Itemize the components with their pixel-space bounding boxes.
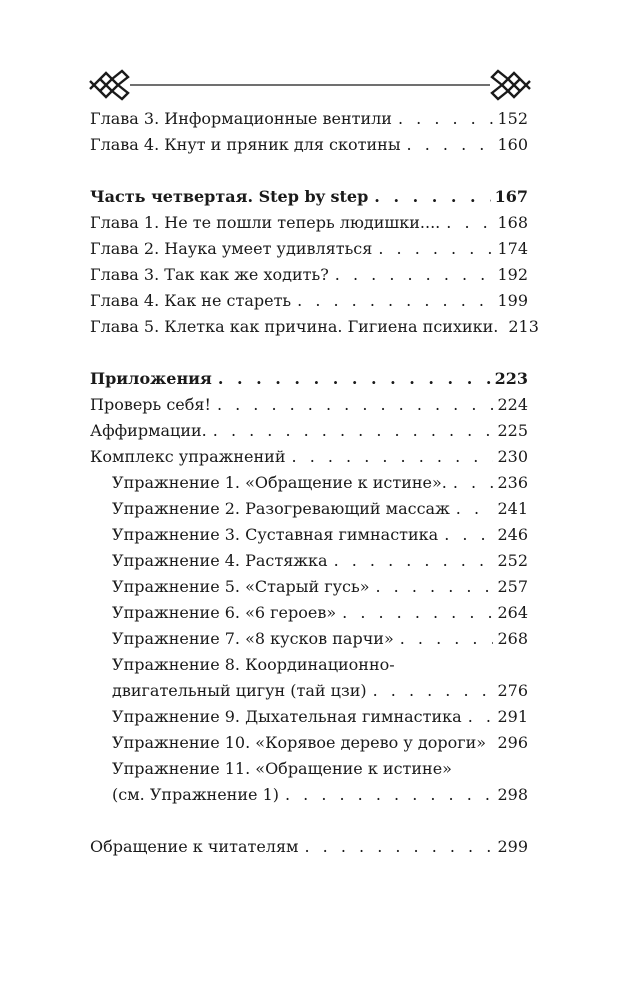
exercise-entry: [90, 574, 528, 600]
part-heading: [90, 184, 528, 210]
toc-entry: [90, 418, 528, 444]
entry-page: 223: [494, 369, 528, 388]
entry-page: 225: [497, 421, 528, 440]
entry-title: (см. Упражнение 1): [112, 785, 279, 804]
dot-leader: [373, 678, 494, 704]
entry-page: 276: [497, 681, 528, 700]
toc-entry: [90, 236, 528, 262]
entry-page: 298: [497, 785, 528, 804]
entry-page: 241: [497, 499, 528, 518]
dot-leader: [374, 184, 490, 210]
table-of-contents: [90, 106, 539, 860]
toc-entry: [90, 262, 528, 288]
entry-title: Приложения: [90, 369, 212, 388]
entry-page: 299: [497, 837, 528, 856]
entry-page: 168: [497, 213, 528, 232]
toc-entry: [90, 834, 528, 860]
toc-entry: [90, 314, 539, 340]
dot-leader: [217, 392, 494, 418]
entry-page: 174: [497, 239, 528, 258]
entry-title: Упражнение 7. «8 кусков парчи»: [112, 629, 394, 648]
entry-title: двигательный цигун (тай цзи): [112, 681, 367, 700]
entry-page: 291: [497, 707, 528, 726]
dot-leader: [285, 782, 493, 808]
dot-leader: [446, 210, 493, 236]
dot-leader: [305, 834, 494, 860]
exercise-entry: [90, 730, 528, 756]
entry-title: Глава 5. Клетка как причина. Гигиена психики.: [90, 317, 499, 336]
toc-entry: [90, 444, 528, 470]
entry-page: 252: [497, 551, 528, 570]
endless-knot-icon: [492, 71, 530, 99]
entry-title: Упражнение 2. Разогревающий массаж: [112, 499, 450, 518]
entry-title: Обращение к читателям: [90, 837, 299, 856]
toc-entry: [90, 132, 528, 158]
dot-leader: [335, 262, 494, 288]
entry-title: Упражнение 5. «Старый гусь»: [112, 577, 370, 596]
dot-leader: [453, 470, 494, 496]
dot-leader: [378, 236, 493, 262]
entry-page: 236: [497, 473, 528, 492]
entry-title: Глава 2. Наука умеет удивляться: [90, 239, 373, 258]
entry-page: 160: [497, 135, 528, 154]
entry-page: 296: [497, 733, 528, 752]
entry-title: Глава 3. Информационные вентили: [90, 109, 392, 128]
entry-page: 199: [497, 291, 528, 310]
exercise-entry: [90, 626, 528, 652]
header-ornament: [88, 66, 532, 104]
toc-entry: [90, 210, 528, 236]
entry-page: 264: [497, 603, 528, 622]
toc-entry: [90, 288, 528, 314]
entry-title: Глава 4. Как не стареть: [90, 291, 292, 310]
entry-title: Глава 4. Кнут и пряник для скотины: [90, 135, 401, 154]
entry-page: 167: [494, 187, 528, 206]
entry-page: 230: [497, 447, 528, 466]
entry-title: Глава 1. Не те пошли теперь людишки....: [90, 213, 441, 232]
part-heading: [90, 366, 528, 392]
entry-title: Аффирмации.: [90, 421, 207, 440]
exercise-entry: [90, 496, 528, 522]
dot-leader: [213, 418, 494, 444]
entry-title: Упражнение 6. «6 героев»: [112, 603, 337, 622]
entry-page: 152: [497, 109, 528, 128]
entry-title: Часть четвертая. Step by step: [90, 187, 369, 206]
exercise-entry: [90, 678, 528, 704]
toc-entry: [90, 392, 528, 418]
exercise-title-line: Упражнение 11. «Обращение к истине»: [112, 759, 452, 778]
entry-page: 192: [497, 265, 528, 284]
entry-page: 257: [497, 577, 528, 596]
entry-title: Комплекс упражнений: [90, 447, 286, 466]
entry-title: Упражнение 3. Суставная гимнастика: [112, 525, 439, 544]
entry-page: 246: [497, 525, 528, 544]
exercise-title-line: Упражнение 8. Координационно-: [112, 655, 395, 674]
exercise-entry: [90, 600, 528, 626]
dot-leader: [342, 600, 493, 626]
dot-leader: [468, 704, 494, 730]
dot-leader: [376, 574, 494, 600]
dot-leader: [444, 522, 493, 548]
entry-title: Упражнение 9. Дыхательная гимнастика: [112, 707, 462, 726]
exercise-entry: [90, 470, 528, 496]
dot-leader: [292, 444, 494, 470]
dot-leader: [407, 132, 494, 158]
dot-leader: [398, 106, 493, 132]
dot-leader: [400, 626, 494, 652]
entry-page: 224: [497, 395, 528, 414]
toc-entry: [90, 106, 528, 132]
entry-title: Проверь себя!: [90, 395, 211, 414]
dot-leader: [334, 548, 494, 574]
entry-title: Глава 3. Так как же ходить?: [90, 265, 329, 284]
exercise-entry: [90, 782, 528, 808]
dot-leader: [218, 366, 491, 392]
entry-title: Упражнение 10. «Корявое дерево у дороги»: [112, 733, 487, 752]
entry-title: Упражнение 4. Растяжка: [112, 551, 328, 570]
dot-leader: [456, 496, 494, 522]
exercise-entry: [90, 704, 528, 730]
entry-page: 213: [508, 317, 539, 336]
dot-leader: [297, 288, 493, 314]
entry-title: Упражнение 1. «Обращение к истине».: [112, 473, 447, 492]
exercise-entry: [90, 548, 528, 574]
entry-page: 268: [497, 629, 528, 648]
exercise-entry: [90, 522, 528, 548]
endless-knot-icon: [90, 66, 128, 104]
